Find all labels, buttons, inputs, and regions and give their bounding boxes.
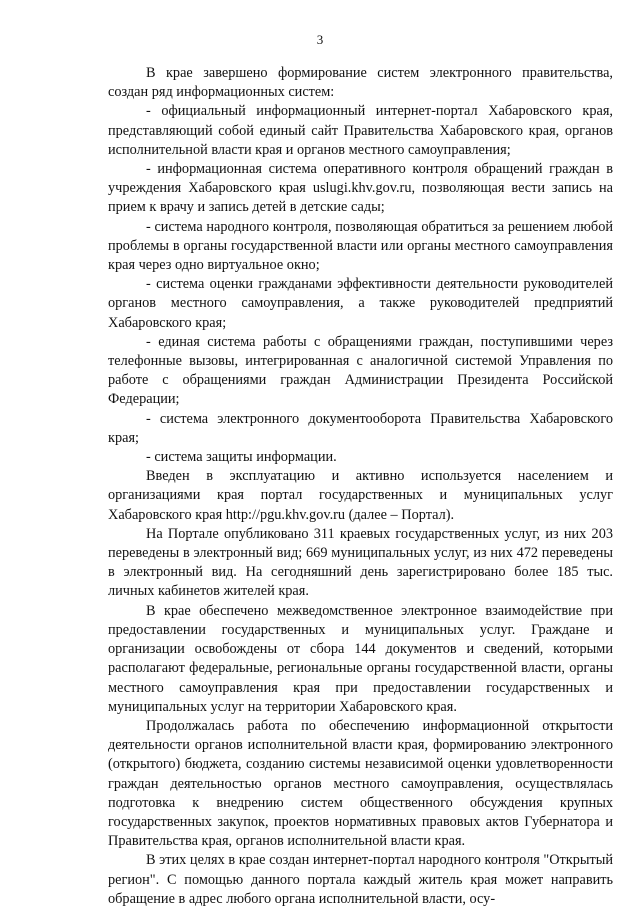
paragraph-intro: В крае завершено формирование систем электронного правительства, создан ряд информационных систем:	[108, 65, 613, 101]
paragraph-interaction: В крае обеспечено межведомственное электронное взаимодействие при предоставлении государственных и муниципальных услуг. Граждане и организации освобождены от сбора 144 документов и сведений, которыми располагают федеральные, региональные органы государственной власти, органы местного самоуправления края при предоставлении государственных и муниципальных услуг на территории Хабаровского края.	[108, 602, 613, 715]
paragraph-services: На Портале опубликовано 311 краевых государственных услуг, из них 203 переведены в электронный вид; 669 муниципальных услуг, из них 472 переведены в электронный вид. На сегодняшний день зарегистрировано более 185 тыс. личных кабинетов жителей края.	[108, 525, 613, 600]
page-number: 3	[316, 32, 324, 47]
list-item: - система оценки гражданами эффективности деятельности руководителей органов местного самоуправления, а также руководителей предприятий Хабаровского края;	[108, 276, 613, 331]
list-item: - система народного контроля, позволяющая обратиться за решением любой проблемы в органы государственной власти или органы местного самоуправления края через одно виртуальное окно;	[108, 218, 613, 274]
list-item: - единая система работы с обращениями граждан, поступившими через телефонные вызовы, интегрированная с аналогичной системой Управления по работе с обращениями граждан Администрации Президента Российской Федерации;	[108, 333, 613, 408]
list-item: - официальный информационный интернет-портал Хабаровского края, представляющий собой единый сайт Правительства Хабаровского края, органов исполнительной власти края и органов местного самоуправления;	[108, 103, 613, 158]
body-text	[108, 64, 613, 909]
list-item: - система защиты информации.	[146, 449, 337, 466]
paragraph-portal: Введен в эксплуатацию и активно используется населением и организациями края портал государственных и муниципальных услуг Хабаровского края http://pgu.khv.gov.ru (далее – Портал).	[108, 468, 613, 523]
paragraph-open-region: В этих целях в крае создан интернет-портал народного контроля "Открытый регион". С помощью данного портала каждый житель края может направить обращение в адрес любого органа исполнительной власти, осу-	[108, 852, 613, 907]
list-item: - система электронного документооборота Правительства Хабаровского края;	[108, 410, 613, 446]
list-item: - информационная система оперативного контроля обращений граждан в учреждения Хабаровского края uslugi.khv.gov.ru, позволяющая вести запись на прием к врачу и запись детей в детские сады;	[108, 161, 613, 216]
paragraph-openness: Продолжалась работа по обеспечению информационной открытости деятельности органов исполнительной власти края, формированию электронного (открытого) бюджета, созданию системы независимой оценки удовлетворенности граждан деятельностью органов местного самоуправления, осуществлялась подготовка к внедрению систем общественного обсуждения крупных государственных закупок, проектов нормативных правовых актов Губернатора и Правительства края, органов исполнительной власти края.	[108, 717, 613, 850]
